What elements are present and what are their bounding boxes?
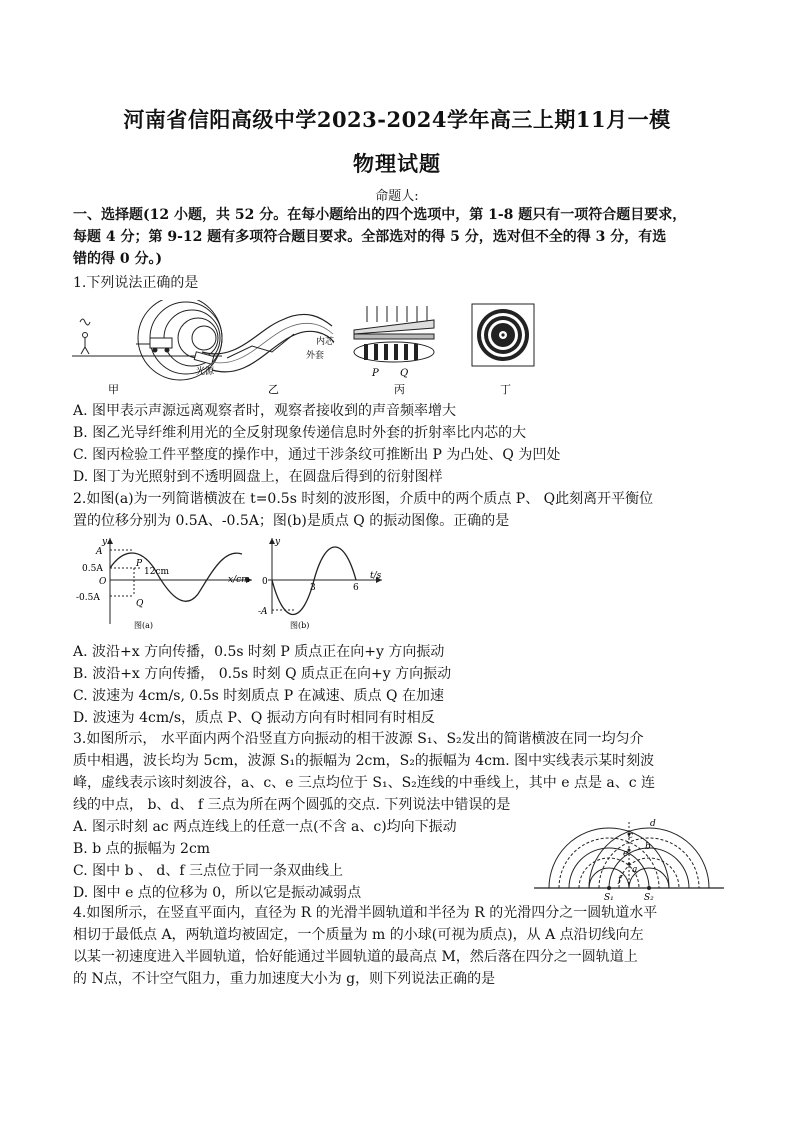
option-b: B. 波沿+x 方向传播， 0.5s 时刻 Q 质点正在向+y 方向振动 — [73, 666, 452, 682]
stem-line: 4.如图所示，在竖直平面内，直径为 R 的光滑半圆轨道和半径为 R 的光滑四分之一圆轨道水平 — [73, 905, 658, 921]
fig-b-t6-label: 6 — [353, 583, 359, 593]
outer-sheath-label: 外套 — [306, 351, 325, 361]
option-a: A. 图示时刻 ac 两点连线上的任意一点(不含 a、c)均向下振动 — [73, 819, 457, 835]
stem-line: 相切于最低点 A，两轨道均被固定，一个质量为 m 的小球(可视为质点)，从 A 点沿切线向左 — [73, 927, 644, 943]
stem-line: 以某一初速度进入半圆轨道，恰好能通过半圆轨道的最高点 M，然后落在四分之一圆轨道上 — [73, 949, 638, 965]
option-c: C. 图丙检验工件平整度的操作中，通过干涉条纹可推断出 P 为凸处、Q 为凹处 — [73, 447, 561, 463]
option-b: B. b 点的振幅为 2cm — [73, 841, 211, 857]
inner-core-label: 内芯 — [316, 337, 335, 347]
fig-b-t-axis-label: t/s — [370, 571, 382, 581]
fig-a-P-label: P — [136, 559, 143, 569]
figure-label-jia: 甲 — [108, 383, 119, 396]
figure-yi — [194, 314, 335, 396]
fig-b-zero-label: 0 — [262, 577, 268, 587]
fig-label-c: c — [628, 831, 634, 841]
fig-a-neg-half-A-label: -0.5A — [76, 593, 100, 603]
fig-label-s2: S₂ — [644, 893, 654, 902]
figure-a — [76, 537, 252, 630]
section-instructions — [73, 204, 725, 270]
author-line: 命题人: — [375, 189, 419, 204]
stem-line: 2.如图(a)为一列简谐横波在 t=0.5s 时刻的波形图，介质中的两个质点 P、 Q此刻离开平衡位 — [73, 491, 654, 507]
figure-ding — [472, 304, 534, 396]
fig-b-y-label: y — [275, 537, 281, 547]
option-c: C. 波速为 4cm/s, 0.5s 时刻质点 P 在减速、质点 Q 在加速 — [73, 688, 444, 704]
fig-label-f: f — [618, 875, 622, 885]
option-d: D. 图中 e 点的位移为 0，所以它是振动减弱点 — [73, 885, 362, 901]
fig-a-Q-label: Q — [136, 599, 144, 609]
q3-figure — [534, 812, 724, 902]
figure-label-yi: 乙 — [268, 383, 279, 396]
option-a: A. 波沿+x 方向传播，0.5s 时刻 P 质点正在向+y 方向振动 — [73, 644, 445, 660]
exam-subtitle: 物理试题 — [353, 151, 441, 176]
fig-label-s1: S₁ — [604, 893, 614, 902]
figure-label-bing: 丙 — [394, 383, 405, 396]
option-c: C. 图中 b 、 d、f 三点位于同一条双曲线上 — [73, 863, 344, 879]
fig-b-caption: 图(b) — [290, 621, 310, 630]
instruction-line: 每题 4 分；第 9-12 题有多项符合题目要求。全部选对的得 5 分，选对但不全的得 3 分，有选 — [73, 229, 667, 245]
q2-stem — [73, 488, 725, 532]
fig-a-y-label: y — [102, 537, 108, 547]
figure-label-ding: 丁 — [500, 383, 511, 396]
instruction-line: 一、选择题(12 小题，共 52 分。在每小题给出的四个选项中，第 1-8 题只有一项符合题目要求， — [73, 207, 687, 223]
fig-label-e: e — [623, 849, 629, 859]
light-source-label: 光源 — [196, 367, 215, 377]
q2-options — [73, 641, 725, 729]
fig-b-neg-A-label: -A — [258, 607, 268, 617]
stem-line: 的 N点，不计空气阻力，重力加速度大小为 g，则下列说法正确的是 — [73, 971, 496, 987]
option-b: B. 图乙光导纤维利用光的全反射现象传递信息时外套的折射率比内芯的大 — [73, 425, 527, 441]
fig-a-dist-label: 12cm — [144, 567, 170, 577]
fig-label-a: a — [632, 865, 638, 875]
p-label: P — [372, 368, 379, 379]
stem-line: 质中相遇，波长均为 5cm，波源 S₁的振幅为 2cm，S₂的振幅为 4cm. 图中实线表示某时刻波 — [73, 753, 655, 769]
exam-title: 河南省信阳高级中学2023-2024学年高三上期11月一模 — [123, 107, 671, 132]
fig-label-d: d — [650, 819, 656, 829]
q3-stem — [73, 728, 725, 816]
q2-figures — [72, 536, 392, 636]
fig-b-t3-label: 3 — [310, 583, 316, 593]
figure-bing — [354, 306, 434, 396]
fig-a-origin-label: O — [99, 577, 107, 587]
instruction-line: 错的得 0 分。) — [73, 251, 163, 267]
q-label: Q — [400, 368, 409, 379]
q4-stem — [73, 902, 725, 990]
q1-options — [73, 400, 725, 488]
fig-a-A-label: A — [96, 547, 103, 557]
stem-line: 线的中点， b、d、 f 三点为所在两个圆弧的交点. 下列说法中错误的是 — [73, 797, 511, 813]
option-d: D. 波速为 4cm/s，质点 P、Q 振动方向有时相同有时相反 — [73, 710, 435, 726]
fig-a-caption: 图(a) — [134, 621, 154, 630]
q1-stem: 1.下列说法正确的是 — [73, 275, 199, 291]
stem-line: 峰，虚线表示该时刻波谷，a、c、e 三点均位于 S₁、S₂连线的中垂线上，其中 e 点是 a、c 连 — [73, 775, 656, 791]
fig-a-x-axis-label: x/cm — [228, 575, 250, 585]
figure-b — [258, 537, 382, 630]
stem-line: 3.如图所示， 水平面内两个沿竖直方向振动的相干波源 S₁、S₂发出的简谐横波在同一均匀介 — [73, 731, 644, 747]
q1-figures — [72, 300, 542, 400]
figure-jia — [72, 300, 222, 396]
fig-a-half-A-label: 0.5A — [82, 564, 103, 574]
option-a: A. 图甲表示声源远离观察者时，观察者接收到的声音频率增大 — [73, 403, 457, 419]
fig-label-b: b — [645, 842, 651, 852]
option-d: D. 图丁为光照射到不透明圆盘上，在圆盘后得到的衍射图样 — [73, 469, 443, 485]
stem-line: 置的位移分别为 0.5A、-0.5A；图(b)是质点 Q 的振动图像。正确的是 — [73, 513, 510, 529]
